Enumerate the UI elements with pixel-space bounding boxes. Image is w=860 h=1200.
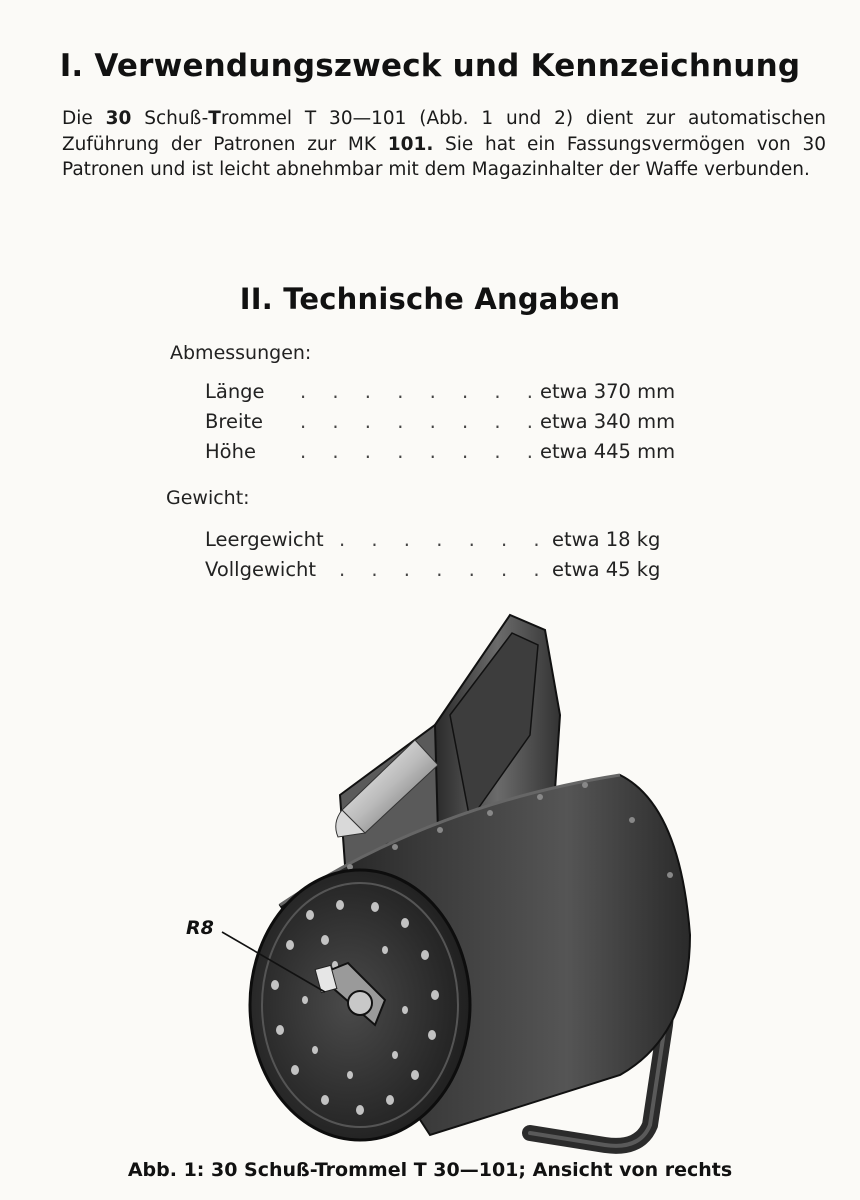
section-2-heading: II. Technische Angaben [239,282,621,316]
spec-row-height [205,440,705,468]
spec-row-empty-weight [205,528,705,556]
spec-leader-dots: . . . . . . . . . [300,410,576,433]
spec-row-full-weight [205,558,705,586]
spec-name: Länge [205,380,265,403]
drum-magazine-figure [200,605,720,1165]
figure-caption: Abb. 1: 30 Schuß-Trommel T 30—101; Ansicht von rechts [127,1159,733,1181]
spec-value: etwa 340 mm [540,410,676,433]
spec-value: etwa 445 mm [540,440,676,463]
paragraph-bold: 30 [105,108,132,129]
paragraph-text: Die [62,108,106,129]
spec-leader-dots: . . . . . . . . . [300,440,576,463]
spec-name: Höhe [205,440,256,463]
spec-leader-dots: . . . . . . . . . [300,380,576,403]
paragraph-text: rommel T 30—101 (Abb. 1 und 2) dient zur automatischen Zuführung der Patronen zur MK [62,108,826,155]
spec-name: Breite [205,410,264,433]
paragraph-bold: 101. [387,133,434,155]
paragraph-text: Sie hat ein Fassungsvermögen von 30 Patronen und ist leicht abnehmbar mit dem Magazinhalter der Waffe verbunden. [62,133,826,180]
section-1-heading: I. Verwendungszweck und Kennzeichnung [59,48,801,84]
spec-value: etwa 18 kg [552,528,661,551]
spec-value: etwa 370 mm [540,380,676,403]
paragraph-bold: T [208,108,221,129]
paragraph-text: Schuß- [131,108,209,129]
spec-row-width [205,410,705,438]
section-1-paragraph [62,106,826,183]
callout-leader-line [200,920,340,1010]
spec-row-length [205,380,705,408]
spec-leader-dots: . . . . . . . . [339,528,582,551]
spec-name: Leergewicht [205,528,324,551]
dimensions-label: Abmessungen: [170,342,312,364]
spec-leader-dots: . . . . . . . . [339,558,582,581]
callout-label: R8 [186,917,214,939]
spec-value: etwa 45 kg [552,558,661,581]
spec-name: Vollgewicht [205,558,317,581]
weight-label: Gewicht: [166,487,250,509]
